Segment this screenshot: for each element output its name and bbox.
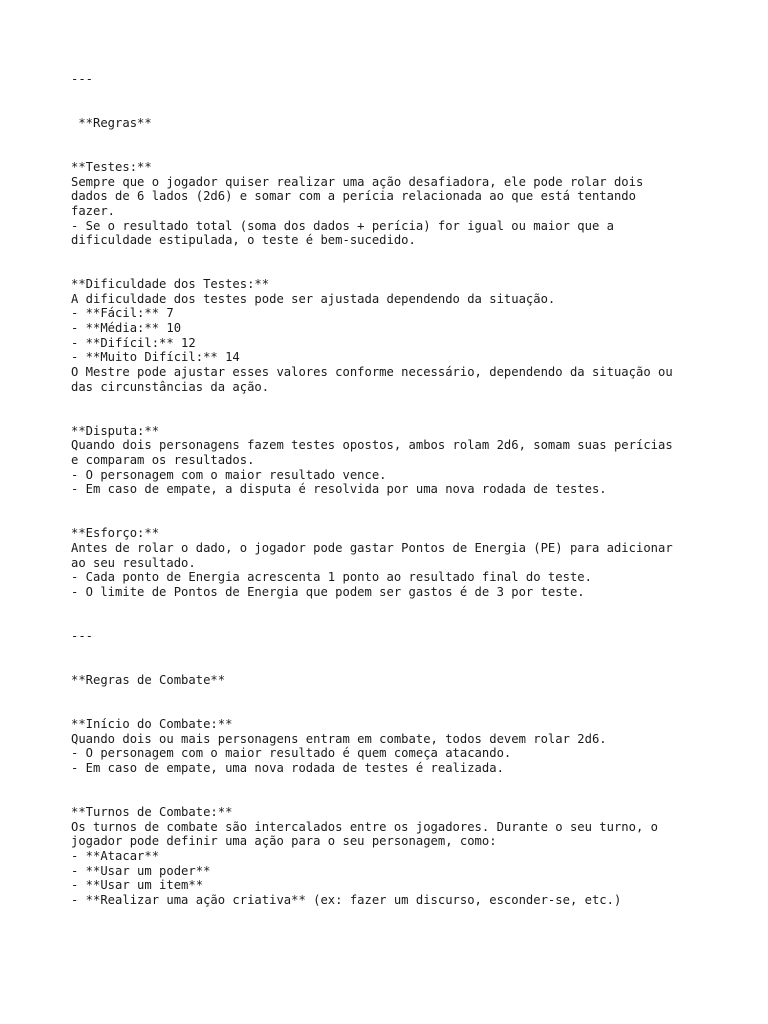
heading-inicio-combate: **Início do Combate:** (71, 717, 233, 731)
list-item: - **Difícil:** 12 (71, 336, 196, 350)
list-item: - O personagem com o maior resultado vence. (71, 468, 387, 482)
text-line: das circunstâncias da ação. (71, 380, 270, 394)
text-line: jogador pode definir uma ação para o seu personagem, como: (71, 834, 497, 848)
text-line: Antes de rolar o dado, o jogador pode gastar Pontos de Energia (PE) para adicionar (71, 541, 673, 555)
text-line: dados de 6 lados (2d6) e somar com a perícia relacionada ao que está tentando (71, 189, 636, 203)
text-line: ao seu resultado. (71, 556, 196, 570)
list-item: - **Usar um item** (71, 878, 204, 892)
text-line: - Se o resultado total (soma dos dados + perícia) for igual ou maior que a (71, 219, 614, 233)
list-item: - **Atacar** (71, 849, 160, 863)
list-item: - Em caso de empate, uma nova rodada de testes é realizada. (71, 761, 504, 775)
list-item: - **Fácil:** 7 (71, 306, 174, 320)
text-line: A dificuldade dos testes pode ser ajustada dependendo da situação. (71, 292, 556, 306)
heading-esforco: **Esforço:** (71, 526, 160, 540)
text-line: e comparam os resultados. (71, 453, 255, 467)
list-item: - O limite de Pontos de Energia que podem ser gastos é de 3 por teste. (71, 585, 585, 599)
list-item: - Em caso de empate, a disputa é resolvida por uma nova rodada de testes. (71, 482, 607, 496)
separator-line: --- (71, 72, 94, 86)
text-line: Quando dois ou mais personagens entram em combate, todos devem rolar 2d6. (71, 732, 607, 746)
list-item: - Cada ponto de Energia acrescenta 1 ponto ao resultado final do teste. (71, 570, 592, 584)
heading-disputa: **Disputa:** (71, 424, 160, 438)
text-line: dificuldade estipulada, o teste é bem-sucedido. (71, 233, 416, 247)
section-title-regras: **Regras** (71, 116, 152, 130)
list-item: - **Muito Difícil:** 14 (71, 350, 240, 364)
text-line: fazer. (71, 204, 116, 218)
heading-testes: **Testes:** (71, 160, 152, 174)
list-item: - O personagem com o maior resultado é quem começa atacando. (71, 746, 512, 760)
section-title-combate: **Regras de Combate** (71, 673, 226, 687)
list-item: - **Média:** 10 (71, 321, 182, 335)
separator-line: --- (71, 629, 94, 643)
text-line: Sempre que o jogador quiser realizar uma ação desafiadora, ele pode rolar dois (71, 175, 644, 189)
heading-dificuldade: **Dificuldade dos Testes:** (71, 277, 270, 291)
text-line: Quando dois personagens fazem testes opostos, ambos rolam 2d6, somam suas perícias (71, 438, 673, 452)
heading-turnos-combate: **Turnos de Combate:** (71, 805, 233, 819)
text-line: O Mestre pode ajustar esses valores conforme necessário, dependendo da situação ou (71, 365, 673, 379)
list-item: - **Realizar uma ação criativa** (ex: fazer um discurso, esconder-se, etc.) (71, 893, 622, 907)
list-item: - **Usar um poder** (71, 864, 211, 878)
text-line: Os turnos de combate são intercalados entre os jogadores. Durante o seu turno, o (71, 820, 658, 834)
